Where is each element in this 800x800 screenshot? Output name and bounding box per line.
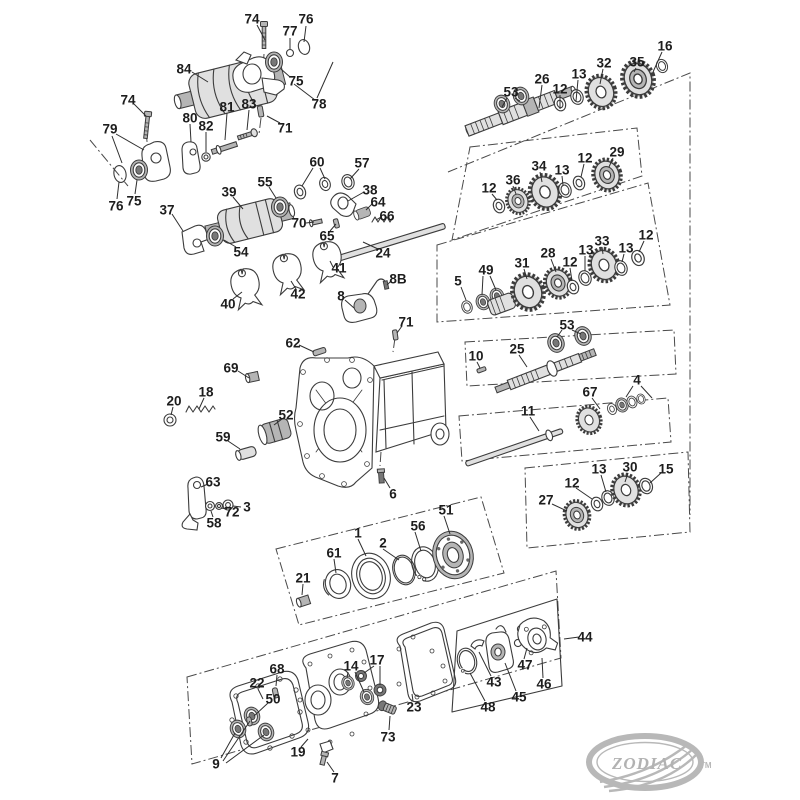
part-38-link: [331, 193, 356, 216]
part-label-11: 11: [520, 403, 536, 419]
part-label-54: 54: [233, 244, 249, 260]
part-label-32: 32: [596, 55, 612, 71]
part-76-oring-2: [112, 164, 127, 183]
speedo-drive-group: [452, 599, 562, 712]
part-83-screw: [237, 128, 258, 142]
part-label-31: 31: [514, 255, 530, 271]
part-label-49: 49: [478, 262, 494, 278]
leader-line-12: [639, 241, 644, 252]
part-54-bearing: [207, 226, 224, 246]
part-label-42: 42: [290, 286, 306, 302]
part-22-cover: [230, 671, 309, 754]
part-63-lever: [182, 477, 206, 530]
part-label-74: 74: [244, 11, 260, 27]
part-17-nut-2: [374, 684, 386, 696]
part-6-screw: [377, 469, 385, 483]
part-75-bearing: [266, 52, 283, 72]
part-label-23: 23: [406, 699, 422, 715]
leader-line-21: [302, 584, 303, 595]
case-cluster: [164, 347, 449, 530]
leader-line-4: [626, 386, 633, 397]
part-8-shifter-assembly: [342, 279, 388, 322]
part-53-bearing-4: [572, 324, 594, 347]
leader-line-2: [383, 549, 399, 560]
part-label-52: 52: [278, 407, 294, 423]
part-74-bolt: [261, 22, 268, 49]
part-46-cover: [514, 613, 559, 657]
part-60-washer: [293, 184, 308, 201]
leader-line-1: [358, 539, 366, 556]
part-label-15: 15: [658, 461, 674, 477]
part-label-75: 75: [126, 193, 142, 209]
shifter-top-cluster: [112, 22, 445, 341]
part-71-pin-2: [392, 330, 398, 341]
main-bearing-row: [295, 526, 478, 607]
part-label-7: 7: [331, 770, 339, 786]
part-label-17: 17: [369, 652, 385, 668]
part-label-38: 38: [362, 182, 378, 198]
countershaft-group: [477, 324, 598, 397]
part-81-shaft: [211, 140, 239, 157]
part-label-77: 77: [282, 23, 298, 39]
leader-line-49: [482, 276, 483, 295]
part-2-oring: [389, 553, 418, 588]
part-62-dowel: [312, 347, 326, 356]
part-51-ball-bearing: [427, 526, 479, 583]
shifter-rod-group: [464, 393, 646, 469]
part-label-18: 18: [198, 384, 214, 400]
part-label-82: 82: [198, 118, 214, 134]
part-36-gear: [503, 185, 533, 217]
part-label-74: 74: [120, 92, 136, 108]
part-20-nut: [164, 414, 176, 426]
part-label-35: 35: [629, 54, 645, 70]
part-label-30: 30: [622, 459, 638, 475]
leader-line-75: [135, 180, 137, 194]
part-label-5: 5: [454, 273, 462, 289]
part-10-key: [477, 366, 487, 373]
part-label-34: 34: [531, 158, 547, 174]
leader-line-81: [225, 113, 227, 140]
part-label-65: 65: [319, 228, 335, 244]
part-label-13: 13: [554, 162, 570, 178]
part-61-bushing: [320, 567, 354, 602]
part-label-13: 13: [591, 461, 607, 477]
part-58-washer: [206, 502, 215, 511]
part-label-84: 84: [176, 61, 192, 77]
part-label-60: 60: [309, 154, 325, 170]
part-label-53: 53: [503, 84, 519, 100]
leader-line-49: [490, 276, 496, 290]
part-label-81: 81: [219, 99, 235, 115]
part-label-71: 71: [398, 314, 414, 330]
part-label-69: 69: [223, 360, 239, 376]
side-cover-cluster: [228, 622, 456, 765]
leader-line-18: [199, 398, 204, 409]
part-label-36: 36: [505, 172, 521, 188]
part-label-80: 80: [182, 110, 198, 126]
part-label-67: 67: [582, 384, 598, 400]
part-82-washer: [202, 153, 210, 161]
part-label-66: 66: [379, 208, 395, 224]
leader-line-48: [470, 673, 485, 701]
part-label-71: 71: [277, 120, 293, 136]
part-label-8B: 8B: [389, 271, 407, 287]
part-label-58: 58: [206, 515, 222, 531]
part-label-12: 12: [552, 81, 568, 97]
part-45-drive-unit: [486, 626, 514, 673]
part-label-20: 20: [166, 393, 182, 409]
part-label-68: 68: [269, 661, 285, 677]
part-label-10: 10: [468, 348, 484, 364]
part-label-14: 14: [343, 658, 359, 674]
part-77-ring: [287, 50, 294, 57]
zodiac-tm: TM: [700, 761, 712, 770]
part-label-24: 24: [375, 245, 391, 261]
part-73-screw: [377, 700, 397, 716]
part-label-6: 6: [389, 486, 397, 502]
part-7-screw: [319, 751, 329, 765]
part-8B-screw: [383, 281, 389, 290]
zodiac-wordmark: ZODIAC: [612, 754, 683, 773]
part-label-55: 55: [257, 174, 273, 190]
part-label-13: 13: [618, 240, 634, 256]
part-53-bearing-3: [545, 331, 567, 354]
part-label-57: 57: [354, 155, 370, 171]
leader-line-62: [299, 345, 314, 352]
part-label-26: 26: [534, 71, 550, 87]
leader-line-74: [134, 104, 146, 116]
part-label-53: 53: [559, 317, 575, 333]
part-label-70: 70: [291, 215, 307, 231]
part-label-51: 51: [438, 502, 454, 518]
part-label-16: 16: [657, 38, 673, 54]
part-label-46: 46: [536, 676, 552, 692]
part-transmission-case: [295, 352, 450, 487]
part-11-rod: [464, 426, 564, 470]
leader-line-60: [302, 168, 313, 186]
part-label-4: 4: [633, 372, 641, 388]
part-label-12: 12: [577, 150, 593, 166]
part-label-9: 9: [212, 756, 220, 772]
part-label-83: 83: [241, 96, 257, 112]
part-label-1: 1: [354, 525, 362, 541]
part-label-72: 72: [224, 504, 240, 520]
part-label-64: 64: [370, 194, 386, 210]
part-label-47: 47: [517, 657, 533, 673]
leader-line-83: [247, 110, 249, 130]
part-43-clip: [471, 640, 484, 649]
part-64-roller: [353, 206, 372, 221]
part-label-75: 75: [288, 73, 304, 89]
leader-line-11: [530, 417, 539, 431]
part-13-ring-3: [577, 269, 593, 287]
part-27-gear: [560, 497, 593, 533]
part-75-bearing-2: [131, 160, 148, 180]
part-55-bearing: [272, 197, 289, 217]
part-label-13: 13: [578, 242, 594, 258]
part-label-48: 48: [480, 699, 496, 715]
part-74-bolt-2: [142, 111, 152, 139]
part-12-washer-3: [571, 175, 586, 192]
leader-line-80: [190, 124, 191, 142]
part-label-13: 13: [571, 66, 587, 82]
leader-line-25: [519, 355, 527, 367]
leader-line-79: [116, 134, 144, 150]
part-label-61: 61: [326, 545, 342, 561]
part-label-12: 12: [562, 254, 578, 270]
part-5-ring: [460, 299, 474, 314]
part-label-44: 44: [577, 629, 593, 645]
part-37-pawl: [182, 225, 209, 254]
part-label-3: 3: [243, 499, 251, 515]
leader-line-13: [601, 475, 606, 492]
part-48-snap-ring: [454, 646, 479, 676]
part-label-33: 33: [594, 233, 610, 249]
leader-line-79: [112, 136, 122, 163]
leader-line-78: [317, 62, 333, 98]
part-label-78: 78: [311, 96, 327, 112]
part-label-76: 76: [298, 11, 314, 27]
part-label-21: 21: [295, 570, 311, 586]
part-label-25: 25: [509, 341, 525, 357]
part-16-ring: [655, 58, 670, 74]
leader-line-46: [542, 658, 543, 678]
part-label-43: 43: [486, 674, 502, 690]
part-label-12: 12: [638, 227, 654, 243]
part-label-79: 79: [102, 121, 118, 137]
part-label-2: 2: [379, 535, 387, 551]
leader-line-76: [117, 182, 119, 199]
part-label-56: 56: [410, 518, 426, 534]
part-label-76: 76: [108, 198, 124, 214]
part-67-gear: [573, 403, 605, 437]
leader-line-57: [350, 169, 359, 179]
part-label-63: 63: [205, 474, 221, 490]
part-71-pin: [257, 106, 264, 118]
part-21-plug: [295, 595, 310, 608]
part-80-arm: [182, 142, 200, 174]
leader-line-5: [461, 287, 466, 300]
part-label-19: 19: [290, 744, 306, 760]
part-label-40: 40: [220, 296, 236, 312]
part-label-22: 22: [249, 675, 265, 691]
part-label-73: 73: [380, 729, 396, 745]
part-label-12: 12: [481, 180, 497, 196]
zodiac-logo: [589, 736, 712, 791]
part-29-gear: [589, 155, 626, 194]
leader-line-12: [581, 164, 584, 177]
part-label-37: 37: [159, 202, 175, 218]
part-23-gasket: [397, 622, 456, 701]
part-label-45: 45: [511, 689, 527, 705]
part-label-12: 12: [564, 475, 580, 491]
part-label-62: 62: [285, 335, 301, 351]
leader-line-73: [389, 716, 390, 730]
part-label-8: 8: [337, 288, 345, 304]
part-label-28: 28: [540, 245, 556, 261]
part-label-39: 39: [221, 184, 237, 200]
part-label-29: 29: [609, 144, 625, 160]
part-label-50: 50: [265, 691, 281, 707]
part-1-bearing-race: [346, 549, 395, 604]
part-label-27: 27: [538, 492, 554, 508]
part-12-washer-2: [491, 198, 506, 215]
part-label-41: 41: [331, 260, 347, 276]
part-label-59: 59: [215, 429, 231, 445]
